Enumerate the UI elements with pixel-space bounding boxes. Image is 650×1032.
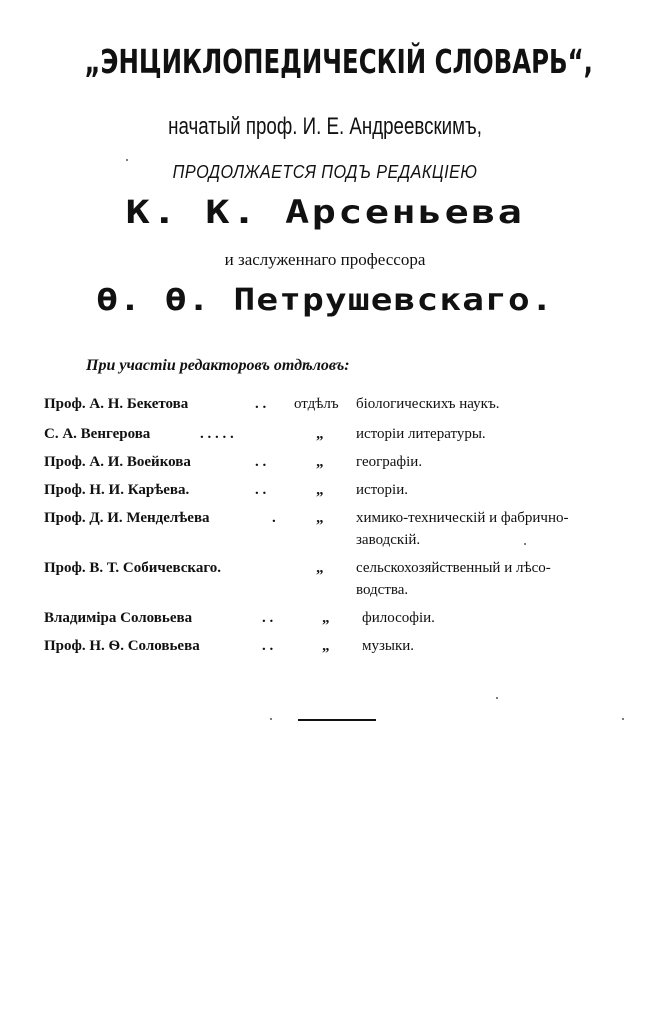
print-speck — [524, 543, 526, 545]
editor-name: Проф. В. Т. Собичевскаго. — [44, 560, 222, 576]
editor-name: Проф. Д. И. Менделѣева — [44, 510, 210, 526]
print-speck — [270, 718, 272, 720]
dictionary-title: „ЭНЦИКЛОПЕДИЧЕСКІЙ СЛОВАРЬ“, — [84, 42, 593, 81]
ditto-mark: „ — [316, 510, 324, 526]
print-speck — [622, 718, 624, 720]
editor-name: Проф. А. И. Воейкова — [44, 454, 191, 470]
leader-dots: . . — [262, 610, 274, 626]
department: біологическихъ наукъ. — [356, 396, 500, 412]
department: исторіи. — [356, 482, 408, 498]
leader-dots: . — [272, 510, 276, 526]
ditto-mark: „ — [322, 610, 330, 626]
editor-name: Проф. А. Н. Бекетова — [44, 396, 189, 412]
department-continued: водства. — [356, 582, 409, 598]
department: музыки. — [362, 638, 415, 654]
continued-under-line: ПРОДОЛЖАЕТСЯ ПОДЪ РЕДАКЦІЕЮ — [172, 162, 478, 182]
ditto-mark: „ — [316, 482, 324, 498]
print-speck — [126, 159, 128, 161]
department: сельскохозяйственный и лѣсо- — [356, 560, 551, 576]
participation-intro: При участіи редакторовъ отдѣловъ: — [86, 357, 350, 374]
honored-professor-line: и заслуженнаго профессора — [224, 250, 426, 269]
section-label: отдѣлъ — [294, 396, 339, 412]
ditto-mark: „ — [316, 560, 324, 576]
leader-dots: . . — [255, 482, 267, 498]
started-by-line: начатый проф. И. Е. Андреевскимъ, — [168, 113, 482, 140]
editor-name: Проф. Н. И. Карѣева. — [44, 482, 190, 498]
editor-petrushevsky: Ѳ. Ѳ. Петрушевскаго. — [96, 283, 554, 318]
ditto-mark: „ — [322, 638, 330, 654]
editor-name: Владиміра Соловьева — [44, 610, 193, 626]
print-speck — [496, 697, 498, 699]
ditto-mark: „ — [316, 454, 324, 470]
department: географіи. — [356, 454, 423, 470]
leader-dots: . . — [255, 454, 267, 470]
department: химико-техническій и фабрично- — [356, 510, 569, 526]
leader-dots: . . — [262, 638, 274, 654]
department-continued: заводскій. — [356, 532, 421, 548]
ditto-mark: „ — [316, 426, 324, 442]
editor-name: С. А. Венгерова — [44, 426, 151, 442]
leader-dots: . . — [255, 396, 267, 412]
department: философіи. — [362, 610, 435, 626]
department: исторіи литературы. — [356, 426, 486, 442]
editor-name: Проф. Н. Ѳ. Соловьева — [44, 638, 200, 654]
editor-arsenyev: К. К. Арсеньева — [125, 193, 525, 231]
closing-rule — [298, 719, 376, 721]
leader-dots: . . . . . — [200, 426, 234, 442]
